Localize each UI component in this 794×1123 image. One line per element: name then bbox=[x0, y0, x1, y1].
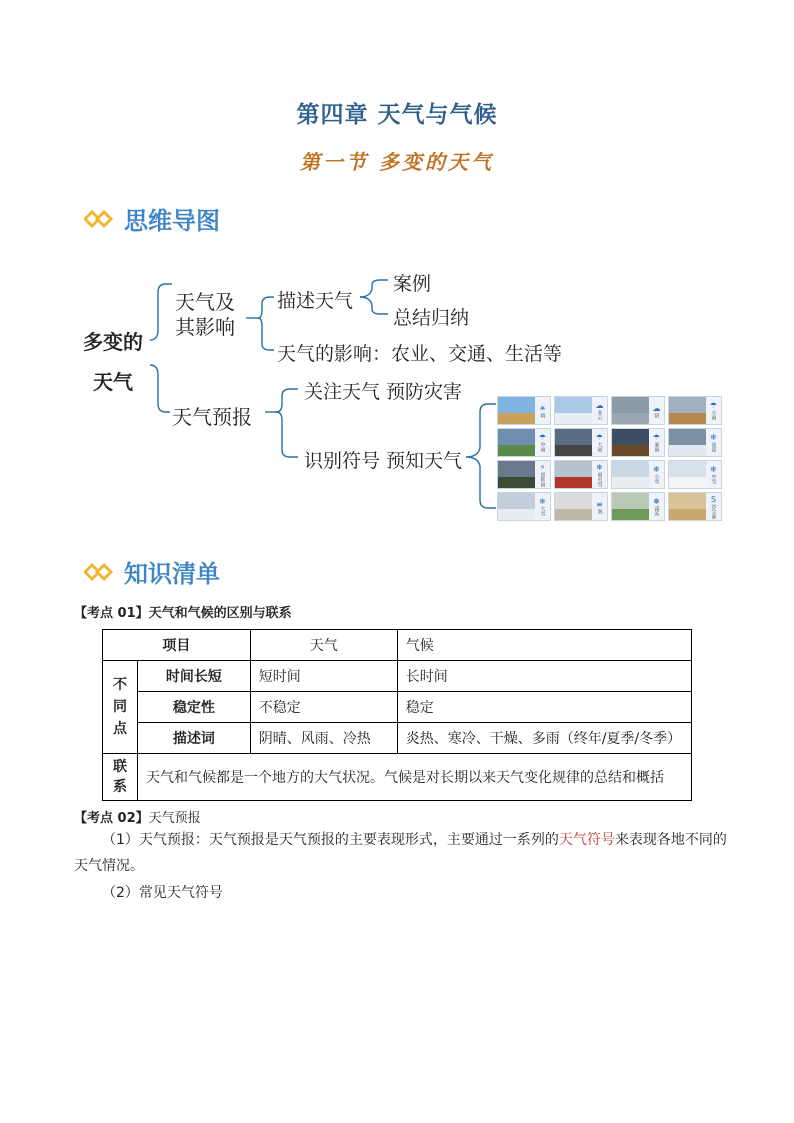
table-row bbox=[103, 692, 692, 723]
weather-symbol-label: 冰雹 bbox=[710, 442, 717, 452]
weather-symbol-label: 小雨 bbox=[710, 410, 717, 420]
weather-climate-table bbox=[102, 629, 692, 801]
double-diamond-icon bbox=[84, 561, 114, 583]
weather-symbol-label: 阴 bbox=[653, 412, 660, 418]
p1-prefix: （1）天气预报：天气预报是天气预报的主要表现形式，主要通过一系列的 bbox=[102, 832, 559, 848]
kaodian1-heading bbox=[74, 602, 292, 621]
weather-symbol-icon bbox=[535, 429, 550, 456]
mindmap-prevent: 关注天气 预防灾害 bbox=[304, 381, 463, 403]
weather-scene-image bbox=[612, 397, 650, 424]
table-cell-weather: 不稳定 bbox=[250, 692, 397, 723]
weather-symbol-icon bbox=[592, 397, 607, 424]
weather-scene-image bbox=[498, 429, 536, 456]
weather-symbol-tile bbox=[554, 428, 608, 457]
weather-scene-image bbox=[498, 397, 536, 424]
weather-symbol-tile bbox=[668, 428, 722, 457]
table-header-item: 项目 bbox=[103, 630, 251, 661]
mindmap-heading-label: 思维导图 bbox=[124, 207, 220, 235]
table-link-label bbox=[103, 754, 138, 801]
weather-glyph-icon: ☂ bbox=[652, 433, 661, 442]
kaodian2-paragraph2: （2）常见天气符号 bbox=[102, 885, 223, 901]
weather-glyph-icon: ❄ bbox=[596, 462, 603, 472]
weather-symbol-label: 雨夹雪 bbox=[596, 471, 603, 487]
weather-symbol-tile bbox=[668, 460, 722, 489]
weather-symbol-label: 大雨 bbox=[596, 442, 603, 452]
branch1-line2: 其影响 bbox=[175, 315, 235, 339]
weather-glyph-icon: ☁ bbox=[595, 401, 604, 410]
weather-scene-image bbox=[669, 493, 707, 520]
weather-symbol-label: 雾 bbox=[596, 508, 603, 514]
weather-symbol-label: 大雪 bbox=[539, 506, 546, 516]
p1-highlight: 天气符号 bbox=[558, 832, 615, 848]
weather-symbol-tile bbox=[554, 460, 608, 489]
table-cell-climate: 长时间 bbox=[397, 661, 691, 692]
weather-glyph-icon: ☂ bbox=[709, 401, 718, 410]
table-row bbox=[103, 754, 692, 801]
weather-symbol-tile bbox=[497, 428, 551, 457]
weather-scene-image bbox=[669, 397, 707, 424]
kaodian1-title: 天气和气候的区别与联系 bbox=[148, 606, 292, 621]
weather-symbol-icon bbox=[706, 461, 721, 488]
mindmap-summary: 总结归纳 bbox=[393, 307, 470, 329]
weather-symbol-tile bbox=[668, 396, 722, 425]
weather-symbol-label: 霜冻 bbox=[653, 506, 660, 516]
weather-symbol-icon bbox=[535, 493, 550, 520]
weather-glyph-icon: ❅ bbox=[653, 497, 660, 506]
p1-suffix: 来表现各地不同的 bbox=[614, 832, 727, 848]
weather-symbol-tile bbox=[611, 396, 665, 425]
mindmap-branch-weather-impact bbox=[175, 290, 235, 340]
weather-symbol-icon bbox=[649, 493, 664, 520]
weather-scene-image bbox=[498, 493, 536, 520]
weather-symbol-tile bbox=[611, 460, 665, 489]
weather-symbol-label: 中雪 bbox=[710, 474, 717, 484]
weather-scene-image bbox=[555, 493, 593, 520]
table-row bbox=[103, 723, 692, 754]
table-cell-climate: 炎热、寒冷、干燥、多雨（终年/夏季/冬季） bbox=[397, 723, 691, 754]
weather-scene-image bbox=[555, 461, 593, 488]
table-cell-weather: 短时间 bbox=[250, 661, 397, 692]
weather-glyph-icon: ❄ bbox=[710, 433, 717, 442]
weather-scene-image bbox=[612, 493, 650, 520]
table-cell-item: 描述词 bbox=[138, 723, 251, 754]
weather-symbol-icon bbox=[706, 429, 721, 456]
kaodian2-heading bbox=[74, 807, 201, 826]
weather-symbol-icon bbox=[706, 397, 721, 424]
weather-glyph-icon: ❄ bbox=[539, 497, 546, 506]
table-link-text: 天气和气候都是一个地方的大气状况。气候是对长期以来天气变化规律的总结和概括 bbox=[138, 754, 692, 801]
weather-symbol-label: 多云 bbox=[596, 410, 603, 420]
table-header-climate: 气候 bbox=[397, 630, 691, 661]
table-header-row bbox=[103, 630, 692, 661]
mindmap-case: 案例 bbox=[393, 273, 432, 295]
weather-symbol-label: 沙尘暴 bbox=[710, 503, 717, 519]
weather-symbol-tile bbox=[554, 396, 608, 425]
mindmap-branch-forecast: 天气预报 bbox=[172, 405, 252, 429]
kaodian2-label: 【考点 02】 bbox=[74, 811, 149, 826]
mindmap-identify: 识别符号 预知天气 bbox=[304, 450, 463, 472]
weather-symbol-icon bbox=[649, 429, 664, 456]
diff-label-text: 不 同 点 bbox=[113, 677, 127, 737]
weather-scene-image bbox=[669, 461, 707, 488]
weather-symbol-icon bbox=[535, 397, 550, 424]
table-row bbox=[103, 661, 692, 692]
weather-symbol-label: 中雨 bbox=[539, 442, 546, 452]
table-diff-label bbox=[103, 661, 138, 754]
kaodian2-title: 天气预报 bbox=[148, 811, 201, 826]
weather-symbol-label: 晴 bbox=[539, 412, 546, 418]
weather-symbol-tile bbox=[611, 428, 665, 457]
weather-scene-image bbox=[555, 429, 593, 456]
branch1-line1: 天气及 bbox=[175, 290, 235, 314]
weather-scene-image bbox=[612, 461, 650, 488]
weather-symbol-tile bbox=[611, 492, 665, 521]
weather-symbol-label: 雷阵雨 bbox=[539, 471, 546, 487]
mindmap-root bbox=[78, 322, 148, 402]
weather-symbol-tile bbox=[554, 492, 608, 521]
kaodian1-label: 【考点 01】 bbox=[74, 606, 149, 621]
weather-scene-image bbox=[669, 429, 707, 456]
weather-symbol-tile bbox=[497, 460, 551, 489]
weather-symbol-icon bbox=[592, 429, 607, 456]
weather-symbol-icon bbox=[649, 397, 664, 424]
weather-symbol-icon bbox=[649, 461, 664, 488]
weather-symbol-icon bbox=[592, 461, 607, 488]
knowledge-heading-label: 知识清单 bbox=[124, 560, 220, 588]
weather-symbol-grid bbox=[497, 396, 721, 522]
link-label-text: 联 系 bbox=[113, 759, 127, 795]
weather-symbol-tile bbox=[497, 492, 551, 521]
section-title: 第一节 多变的天气 bbox=[300, 150, 494, 174]
mindmap-root-line1: 多变的 bbox=[83, 330, 143, 354]
p1-line2: 天气情况。 bbox=[74, 858, 144, 874]
weather-glyph-icon: ⚡ bbox=[539, 462, 546, 472]
mindmap-describe: 描述天气 bbox=[277, 290, 354, 312]
table-header-weather: 天气 bbox=[250, 630, 397, 661]
weather-scene-image bbox=[555, 397, 593, 424]
knowledge-heading bbox=[84, 554, 220, 589]
weather-glyph-icon: ☀ bbox=[538, 403, 547, 413]
weather-symbol-icon bbox=[535, 461, 550, 488]
table-cell-item: 时间长短 bbox=[138, 661, 251, 692]
table-cell-weather: 阴晴、风雨、冷热 bbox=[250, 723, 397, 754]
weather-scene-image bbox=[498, 461, 536, 488]
weather-scene-image bbox=[612, 429, 650, 456]
weather-symbol-icon bbox=[592, 493, 607, 520]
weather-glyph-icon: ❄ bbox=[710, 465, 717, 474]
table-cell-climate: 稳定 bbox=[397, 692, 691, 723]
kaodian2-paragraph1 bbox=[74, 827, 734, 879]
table-cell-item: 稳定性 bbox=[138, 692, 251, 723]
weather-glyph-icon: ☂ bbox=[595, 433, 604, 442]
weather-symbol-label: 暴雨 bbox=[653, 442, 660, 452]
mindmap-influence: 天气的影响：农业、交通、生活等 bbox=[277, 343, 563, 365]
mindmap-root-line2: 天气 bbox=[93, 370, 133, 394]
weather-symbol-icon bbox=[706, 493, 721, 520]
weather-glyph-icon: ☂ bbox=[538, 433, 547, 442]
weather-glyph-icon: ≡ bbox=[596, 499, 603, 509]
weather-symbol-label: 小雪 bbox=[653, 474, 660, 484]
weather-glyph-icon: ☁ bbox=[652, 403, 661, 413]
weather-glyph-icon: ❄ bbox=[653, 465, 660, 474]
weather-symbol-tile bbox=[668, 492, 722, 521]
weather-glyph-icon: S bbox=[710, 494, 717, 504]
weather-symbol-tile bbox=[497, 396, 551, 425]
chapter-title: 第四章 天气与气候 bbox=[296, 102, 498, 128]
